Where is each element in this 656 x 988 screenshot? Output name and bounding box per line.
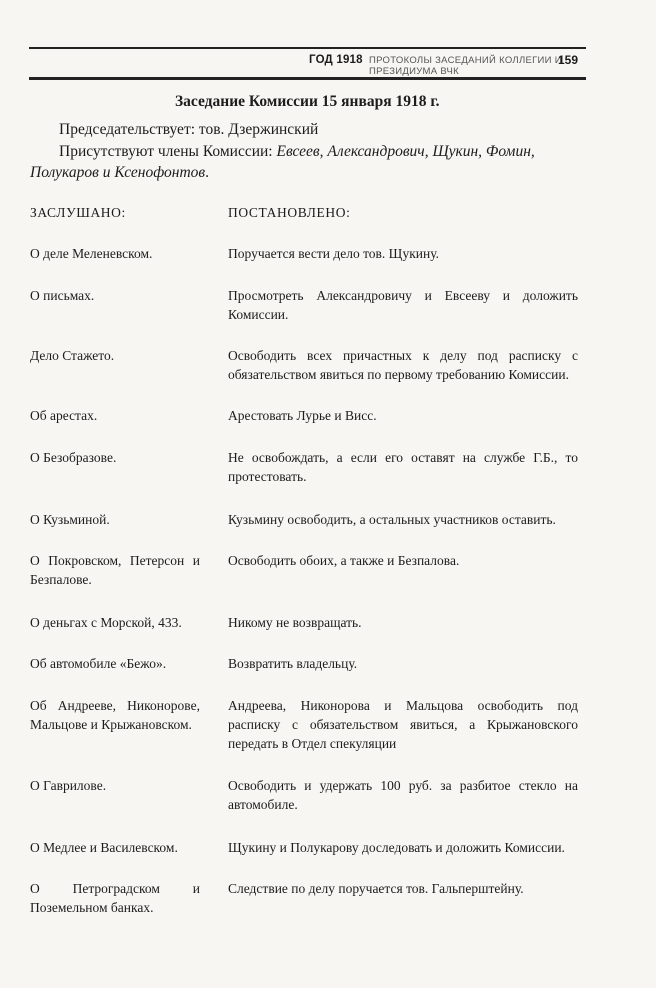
heard-cell: О письмах.	[30, 288, 95, 303]
session-title: Заседание Комиссии 15 января 1918 г.	[175, 93, 440, 110]
members-list: Евсеев, Александрович, Щукин, Фомин, Полукаров и Ксенофонтов	[30, 142, 535, 181]
heard-cell: О деле Меленевском.	[30, 246, 153, 261]
header-top-rule	[29, 47, 586, 49]
members-suffix: .	[205, 164, 210, 181]
heard-cell: Об арестах.	[30, 408, 98, 423]
chair-line	[30, 119, 590, 141]
header-bottom-rule	[29, 77, 586, 80]
resolved-cell: Щукину и Полукарову доследовать и доложить Комиссии.	[228, 840, 565, 855]
heard-cell: О Петроградском и Поземельном банках.	[30, 881, 200, 915]
running-header	[29, 50, 586, 75]
heard-cell: Об Андрееве, Никоноровe, Мальцове и Крыжановском.	[30, 698, 200, 732]
heard-cell: О Покровском, Петерсон и Безпалове.	[30, 553, 200, 587]
chair-text: Председательствует: тов. Дзержинский	[59, 121, 319, 138]
heard-cell: Дело Стажето.	[30, 348, 115, 363]
heard-cell: О Кузьминой.	[30, 512, 110, 527]
members-line	[30, 141, 590, 184]
column-header-resolved: ПОСТАНОВЛЕНО:	[228, 205, 351, 220]
resolved-cell: Поручается вести дело тов. Щукину.	[228, 246, 439, 261]
members-prefix: Присутствуют члены Комиссии:	[59, 142, 277, 160]
resolved-cell: Возвратить владельцу.	[228, 656, 358, 671]
heard-cell: О Медлее и Василевском.	[30, 840, 178, 855]
column-header-heard: ЗАСЛУШАНО:	[30, 205, 126, 220]
heard-cell: Об автомобиле «Бежо».	[30, 656, 167, 671]
resolved-cell: Андреева, Никонорова и Мальцова освободить под расписку с обязательством явиться, а Крыжановского передать в Отдел спекуляции	[228, 698, 578, 751]
resolved-cell: Никому не возвращать.	[228, 615, 362, 630]
heard-cell: О деньгах с Морской, 433.	[30, 615, 182, 630]
resolved-cell: Следствие по делу поручается тов. Гальперштейну.	[228, 881, 524, 896]
resolved-cell: Освободить и удержать 100 руб. за разбитое стекло на автомобиле.	[228, 778, 578, 812]
session-intro	[30, 119, 590, 184]
heard-cell: О Гаврилове.	[30, 778, 107, 793]
resolved-cell: Кузьмину освободить, а остальных участников оставить.	[228, 512, 556, 527]
page-number: 159	[557, 53, 578, 67]
resolved-cell: Просмотреть Александровичу и Евсееву и доложить Комиссии.	[228, 288, 578, 322]
resolved-cell: Не освобождать, а если его оставят на службе Г.Б., то протестовать.	[228, 450, 578, 484]
heard-cell: О Безобразове.	[30, 450, 117, 465]
resolved-cell: Арестовать Лурье и Висс.	[228, 408, 377, 423]
header-year: ГОД 1918	[309, 54, 363, 66]
header-section-title: ПРОТОКОЛЫ ЗАСЕДАНИЙ КОЛЛЕГИИ И ПРЕЗИДИУМА ВЧК	[369, 55, 562, 77]
resolved-cell: Освободить всех причастных к делу под расписку с обязательством явиться по первому требованию Комиссии.	[228, 348, 578, 382]
resolved-cell: Освободить обоих, а также и Безпалова.	[228, 553, 460, 568]
